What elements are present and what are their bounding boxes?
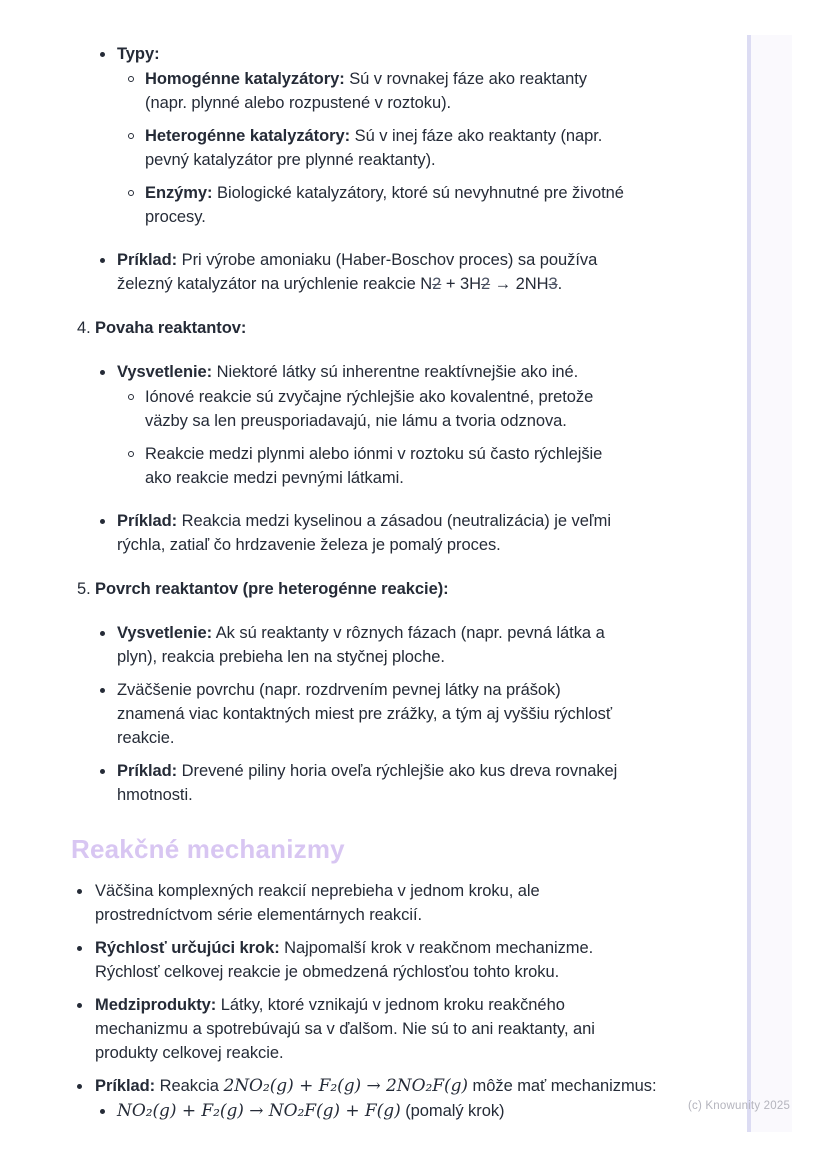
bullet-marker-circle-icon — [128, 190, 134, 196]
list-item — [0, 181, 828, 229]
list-item — [0, 621, 828, 669]
text-line: Medziprodukty: Látky, ktoré vznikajú v jednom kroku reakčného — [95, 996, 565, 1014]
text-line: Vysvetlenie: Ak sú reaktanty v rôznych fázach (napr. pevná látka a — [117, 624, 605, 642]
list-item — [0, 1074, 828, 1098]
text-line: väzby sa len preusporiadavajú, nie lámu a tvoria odznova. — [145, 412, 567, 430]
list-item — [0, 678, 828, 750]
list-item — [0, 509, 828, 557]
text-line: NO₂(g) + F₂(g) → NO₂F(g) + F(g) (pomalý krok) — [117, 1101, 505, 1121]
list-item — [0, 936, 828, 984]
text-line: ako reakcie medzi pevnými látkami. — [145, 469, 404, 487]
list-item — [0, 67, 828, 115]
bullet-marker-disc-icon — [100, 688, 105, 693]
text-line: Väčšina komplexných reakcií neprebieha v jednom kroku, ale — [95, 882, 540, 900]
text-line: Povrch reaktantov (pre heterogénne reakcie): — [95, 580, 449, 598]
document-content — [0, 42, 828, 1123]
bullet-marker-disc-icon — [100, 258, 105, 263]
bullet-marker-disc-icon — [100, 1109, 105, 1114]
text-line: Reakcie medzi plynmi alebo iónmi v roztoku sú často rýchlejšie — [145, 445, 603, 463]
section-heading: Reakčné mechanizmy — [71, 834, 345, 864]
text-line: Príklad: Drevené piliny horia oveľa rýchlejšie ako kus dreva rovnakej — [117, 762, 618, 780]
text-line: hmotnosti. — [117, 786, 193, 804]
text-line: rýchla, zatiaľ čo hrdzavenie železa je pomalý proces. — [117, 536, 501, 554]
bullet-marker-disc-icon — [77, 1084, 82, 1089]
text-line: Príklad: Reakcia 2NO₂(g) + F₂(g) → 2NO₂F(g) môže mať mechanizmus: — [95, 1076, 657, 1096]
bullet-marker-disc-icon — [77, 946, 82, 951]
text-line: Homogénne katalyzátory: Sú v rovnakej fáze ako reaktanty — [145, 70, 587, 88]
list-item — [0, 42, 828, 66]
bullet-marker-disc-icon — [100, 370, 105, 375]
bullet-marker-disc-icon — [77, 1003, 82, 1008]
list-item — [0, 879, 828, 927]
text-line: Povaha reaktantov: — [95, 319, 247, 337]
bullet-marker-circle-icon — [128, 451, 134, 457]
list-item — [0, 316, 828, 340]
bullet-marker-circle-icon — [128, 76, 134, 82]
text-line: Príklad: Reakcia medzi kyselinou a zásadou (neutralizácia) je veľmi — [117, 512, 611, 530]
text-line: Heterogénne katalyzátory: Sú v inej fáze ako reaktanty (napr. — [145, 127, 603, 145]
list-item — [0, 124, 828, 172]
bullet-marker-num-icon: 4. — [77, 319, 91, 337]
list-item — [0, 759, 828, 807]
bullet-marker-disc-icon — [100, 769, 105, 774]
bullet-marker-num-icon: 5. — [77, 580, 91, 598]
bullet-marker-circle-icon — [128, 394, 134, 400]
text-line: mechanizmu a spotrebúvajú sa v ďalšom. Nie sú to ani reaktanty, ani — [95, 1020, 595, 1038]
bullet-marker-circle-icon — [128, 133, 134, 139]
list-item — [0, 577, 828, 601]
bullet-marker-disc-icon — [100, 52, 105, 57]
text-line: reakcie. — [117, 729, 175, 747]
text-line: (napr. plynné alebo rozpustené v roztoku). — [145, 94, 452, 112]
text-line: Príklad: Pri výrobe amoniaku (Haber-Boschov proces) sa používa — [117, 251, 598, 269]
text-line: prostredníctvom série elementárnych reakcií. — [95, 906, 423, 924]
text-line: plyn), reakcia prebieha len na styčnej ploche. — [117, 648, 445, 666]
text-line: Iónové reakcie sú zvyčajne rýchlejšie ako kovalentné, pretože — [145, 388, 594, 406]
text-line: procesy. — [145, 208, 206, 226]
text-line: Vysvetlenie: Niektoré látky sú inherentne reaktívnejšie ako iné. — [117, 363, 579, 381]
bullet-marker-disc-icon — [100, 631, 105, 636]
text-line: Rýchlosť celkovej reakcie je obmedzená rýchlosťou tohto kroku. — [95, 963, 560, 981]
list-item — [0, 385, 828, 433]
text-line: Rýchlosť určujúci krok: Najpomalší krok v reakčnom mechanizme. — [95, 939, 594, 957]
bullet-marker-disc-icon — [100, 519, 105, 524]
text-line: Zväčšenie povrchu (napr. rozdrvením pevnej látky na prášok) — [117, 681, 561, 699]
text-line: Typy: — [117, 45, 160, 63]
list-item — [0, 993, 828, 1065]
text-line: pevný katalyzátor pre plynné reaktanty). — [145, 151, 436, 169]
watermark: (c) Knowunity 2025 — [688, 1100, 791, 1112]
text-line: znamená viac kontaktných miest pre zrážky, a tým aj vyššiu rýchlosť — [117, 705, 612, 723]
bullet-marker-disc-icon — [77, 889, 82, 894]
text-line: produkty celkovej reakcie. — [95, 1044, 284, 1062]
text-line: Enzýmy: Biologické katalyzátory, ktoré sú nevyhnutné pre životné — [145, 184, 624, 202]
text-line: železný katalyzátor na urýchlenie reakcie N2 + 3H2 → 2NH3. — [117, 275, 563, 293]
list-item — [0, 442, 828, 490]
list-item — [0, 248, 828, 296]
list-item — [0, 360, 828, 384]
